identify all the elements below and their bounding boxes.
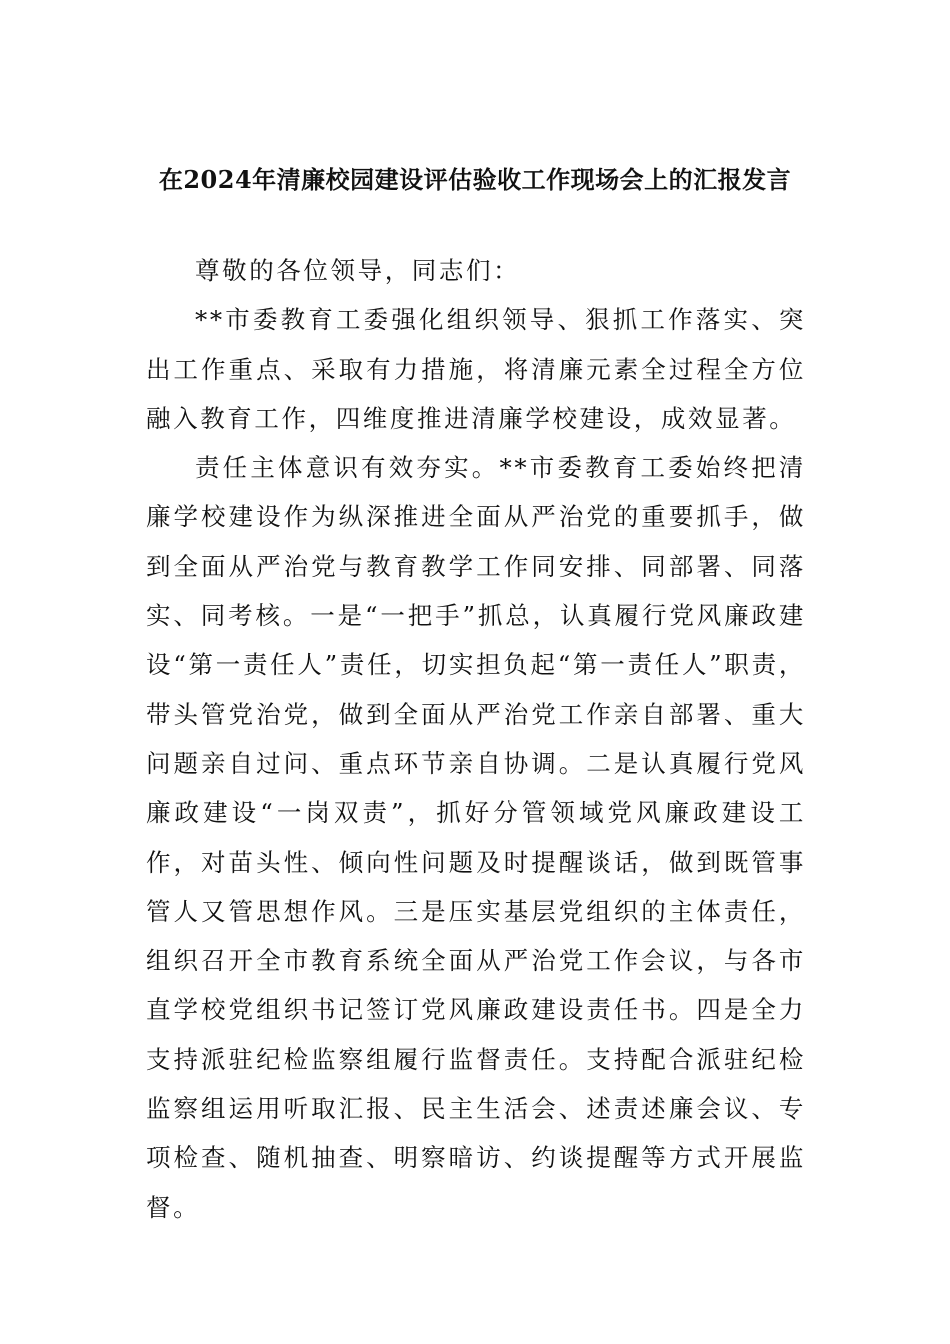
responsibility-paragraph: 责任主体意识有效夯实。**市委教育工委始终把清廉学校建设作为纵深推进全面从严治党的重要抓手，做到全面从严治党与教育教学工作同安排、同部署、同落实、同考核。一是“一把手”抓总，认真履行党风廉政建设“第一责任人”责任，切实担负起“第一责任人”职责，带头管党治党，做到全面从严治党工作亲自部署、重大问题亲自过问、重点环节亲自协调。二是认真履行党风廉政建设“一岗双责”，抓好分管领域党风廉政建设工作，对苗头性、倾向性问题及时提醒谈话，做到既管事管人又管思想作风。三是压实基层党组织的主体责任，组织召开全市教育系统全面从严治党工作会议，与各市直学校党组织书记签订党风廉政建设责任书。四是全力支持派驻纪检监察组履行监督责任。支持配合派驻纪检监察组运用听取汇报、民主生活会、述责述廉会议、专项检查、随机抽查、明察暗访、约谈提醒等方式开展监督。 bbox=[146, 453, 806, 1222]
intro-paragraph: **市委教育工委强化组织领导、狠抓工作落实、突出工作重点、采取有力措施，将清廉元素全过程全方位融入教育工作，四维度推进清廉学校建设，成效显著。 bbox=[146, 305, 806, 433]
document-title: 在2024年清廉校园建设评估验收工作现场会上的汇报发言 bbox=[158, 165, 792, 194]
salutation-paragraph: 尊敬的各位领导，同志们： bbox=[195, 256, 521, 285]
document-body bbox=[146, 246, 806, 1232]
